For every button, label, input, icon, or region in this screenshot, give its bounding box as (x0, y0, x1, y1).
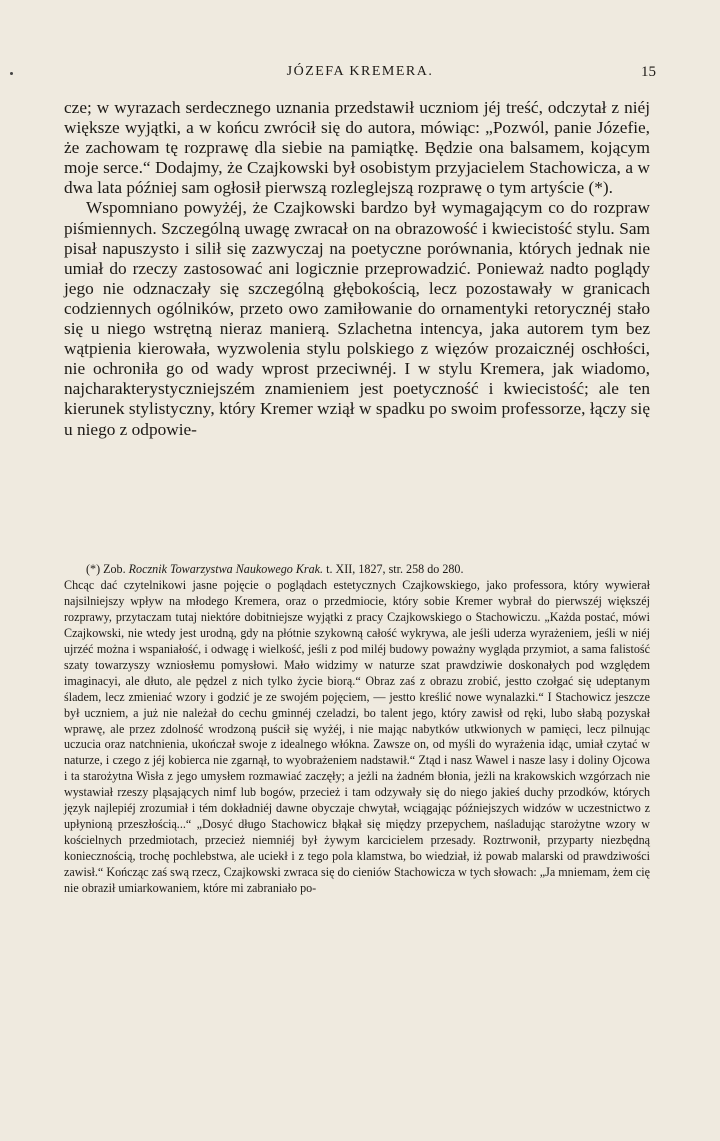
footnote (64, 562, 650, 897)
footnote-journal: Rocznik Towarzystwa Naukowego Krak. (128, 562, 324, 576)
running-title: JÓZEFA KREMERA. (286, 64, 434, 79)
main-text (64, 98, 650, 440)
footnote-marker: (*) Zob. (86, 562, 126, 576)
page-number: 15 (641, 64, 656, 80)
margin-speck (10, 72, 13, 75)
paragraph-2: Wspomniano powyżéj, że Czajkowski bardzo był wymagającym co do rozpraw piśmiennych. Szczególną uwagę zwracał on na obrazowość i kwiecistość stylu. Sam pisał napuszysto i silił się zazwyczaj na poetyczne porównania, których jednak nie umiał do rzeczy zastosować ani logicznie przeprowadzić. Ponieważ nadto poglądy jego nie odznaczały się szczególną głębokością, lecz pozostawały w granicach codziennych ogólników, przeto owo zamiłowanie do ornamentyki retorycznéj stało się u niego wstrętną nieraz manierą. Szlachetna intencya, jaka autorem tym bez wątpienia kierowała, wyzwolenia stylu polskiego z więzów prozaicznéj oschłości, nie ochroniła go od wady wprost przeciwnéj. I w stylu Kremera, jak wiadomo, najcharakterystyczniejszém znamieniem jest poetyczność i kwiecistość; ale ten kierunek stylistyczny, który Kremer wziął w spadku po swoim professorze, łączy się u niego z odpowie- (64, 198, 650, 439)
footnote-citation: t. XII, 1827, str. 258 do 280. (326, 562, 464, 576)
footnote-body: Chcąc dać czytelnikowi jasne pojęcie o poglądach estetycznych Czajkowskiego, jako professora, który wywierał najsilniejszy wpływ na młodego Kremera, oraz o przedmiocie, który sobie Kremer wybrał do pierwszéj większéj rozprawy, przytaczam tutaj niektóre dobitniejsze wyjątki z pracy Czajkowskiego o Stachowiczu. „Każda postać, mówi Czajkowski, nie wtedy jest urodną, gdy na płótnie szykowną całość wykrywa, ale jeśli uderza wyrażeniem, jeśli w niéj ujrzéć można i wspaniałość, i odwagę i wielkość, jeśli z pod miléj budowy poważny wygląda przymiot, a sama falistość szaty towarzyszy wzniosłemu pomysłowi. Mało widzimy w naturze szat prawdziwie doskonałych pod względem imaginacyi, ale dłuto, ale pędzel z nich tylko życie biorą.“ Obraz zaś z obrazu zrobić, jestto czołgać się udeptanym śladem, lecz zmieniać wzory i godzić je ze swojém pojęciem, — jestto kreślić nowe wynalazki.“ I Stachowicz jeszcze był uczniem, a już nie należał do cechu gminnéj czeladzi, bo talent jego, który zawisł od ręki, lubo słabą pozyskał wprawę, ale przez zdolność wrodzoną puścił się wyżéj, i nie mając nabytków utkwionych w pamięci, lecz pilnując uczucia oraz natchnienia, ukończał swoje z idealnego włókna. Zawsze on, od myśli do wyrażenia idąc, umiał czytać w naturze, i czego z jéj kobierca nie zgarnął, to wyobrażeniem nadstawił.“ Ztąd i nasz Wawel i nasze lasy i doliny Ojcowa i ta starożytna Wisła z jego umysłem rozmawiać zaczęły; a jeżli na żadném błonia, jeżli na krakowskich wzgórzach nie wystawiał rzeszy pląsających nimf lub bogów, przecież i tam odzywały się do niego jakieś duchy przodków, których język najlepiéj zrozumiał i tém dokładniéj dawne obyczaje chwytał, wciągając późniejszych widzów w uczestnictwo z upłynioną przeszłością...“ „Dosyć długo Stachowicz błąkał się między przepychem, naśladując starożytne wzory w kościelnych przedmiotach, przecież niemniéj był żywym karcicielem przesady. Roztrwonił, przyparty niezbędną koniecznością, trochę pochlebstwa, ale uciekł i z tego pola klamstwa, bo wiedział, iż powab malarski od prawdziwości zawisł.“ Kończąc zaś swą rzecz, Czajkowski zwraca się do cieniów Stachowicza w tych słowach: „Ja mniemam, żem cię nie obraził umiarkowaniem, które mi zabraniało po- (64, 577, 650, 896)
paragraph-1: cze; w wyrazach serdecznego uznania przedstawił uczniom jéj treść, odczytał z niéj większe wyjątki, a w końcu zwrócił się do autora, mówiąc: „Pozwól, panie Józefie, że zachowam tę rozprawę dla siebie na pamiątkę. Będzie ona balsamem, kojącym moje serce.“ Dodajmy, że Czajkowski był osobistym przyjacielem Stachowicza, a w dwa lata później sam ogłosił pierwszą rozleglejszą rozprawę o tym artyście (*). (64, 98, 650, 198)
footnote-reference (64, 562, 650, 578)
running-header (64, 64, 656, 84)
